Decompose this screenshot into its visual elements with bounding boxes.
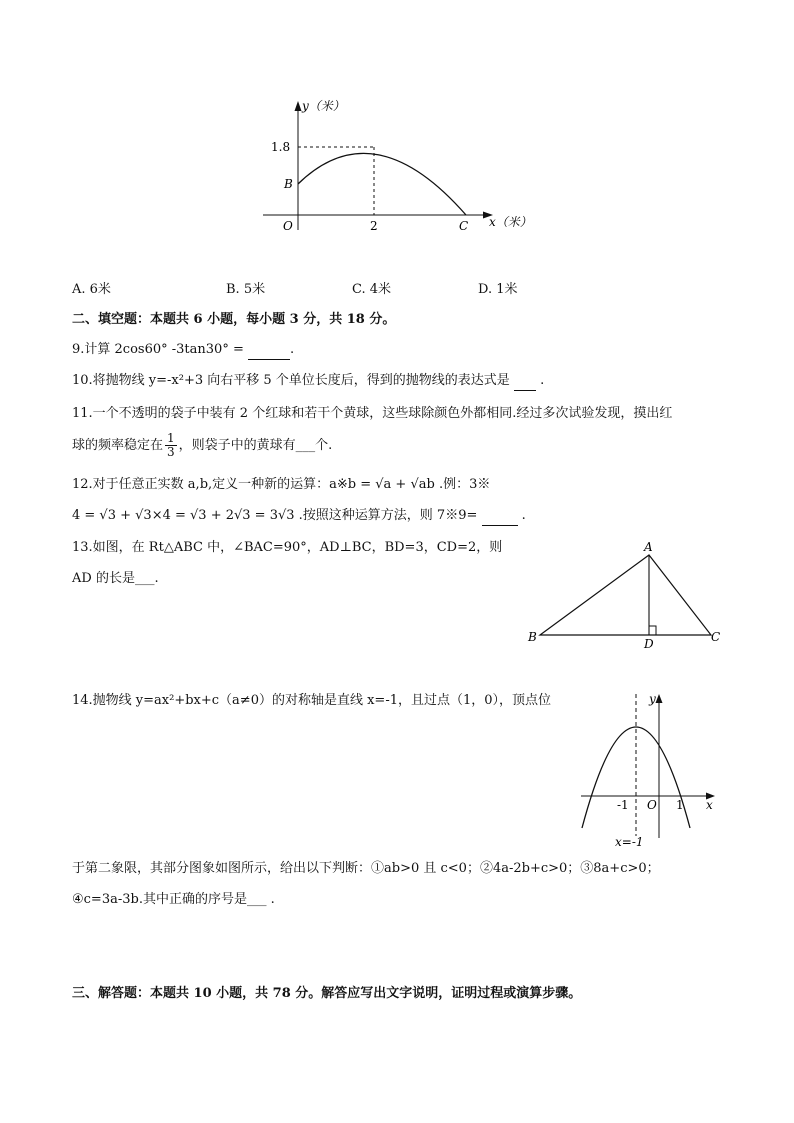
question-11-line-1: 11.一个不透明的袋子中装有 2 个红球和若干个黄球，这些球除颜色外都相同.经过多次试验发现，摸出红 xyxy=(72,406,673,421)
x-label: x xyxy=(706,798,713,812)
question-13-line-1: 13.如图，在 Rt△ABC 中，∠BAC=90°，AD⊥BC，BD=3，CD=2，则 xyxy=(72,540,503,555)
answer-blank-10[interactable] xyxy=(514,372,536,391)
question-14-line-1: 14.抛物线 y=ax²+bx+c（a≠0）的对称轴是直线 x=-1，且过点（1，0），顶点位 xyxy=(72,693,552,708)
parabola-curve xyxy=(298,153,466,215)
question-11-pre: 球的频率稳定在 xyxy=(72,438,164,453)
triangle-abc xyxy=(540,555,711,635)
fraction-one-third xyxy=(165,432,177,459)
option-a: A. 6米 xyxy=(72,282,111,297)
question-14-line-3: ④c=3a-3b.其中正确的序号是___ . xyxy=(72,892,275,907)
y-axis-arrow xyxy=(295,101,302,111)
question-9 xyxy=(72,341,294,360)
option-b: B. 5米 xyxy=(226,282,266,297)
answer-blank-9[interactable] xyxy=(248,341,290,360)
question-9-text: 9.计算 2cos60° -3tan30° = xyxy=(72,342,244,357)
symmetry-axis-label: x=-1 xyxy=(615,835,644,849)
x-axis-label: x（米） xyxy=(489,215,532,229)
question-9-end: . xyxy=(289,342,295,357)
tick-1: 1 xyxy=(676,798,684,812)
question-10-text: 10.将抛物线 y=-x²+3 向右平移 5 个单位长度后，得到的抛物线的表达式是 xyxy=(72,373,510,388)
option-c: C. 4米 xyxy=(352,282,392,297)
question-11-post: ，则袋子中的黄球有___个. xyxy=(178,438,333,453)
question-10-end: . xyxy=(540,373,545,388)
section-2-heading: 二、填空题：本题共 6 小题，每小题 3 分，共 18 分。 xyxy=(72,312,396,327)
vertex-c-label: C xyxy=(711,630,721,644)
fraction-numerator: 1 xyxy=(167,431,175,445)
foot-d-label: D xyxy=(644,637,654,651)
origin-label: O xyxy=(283,219,293,233)
tick-1-8: 1.8 xyxy=(271,140,291,154)
option-d: D. 1米 xyxy=(478,282,518,297)
y-axis-arrow xyxy=(656,694,663,703)
parabola-figure xyxy=(575,688,725,853)
question-12-line-1: 12.对于任意正实数 a,b,定义一种新的运算：a※b = √a + √ab .例：3※ xyxy=(72,477,491,492)
point-b-label: B xyxy=(284,177,293,191)
origin-label: O xyxy=(647,798,657,812)
question-12-line-2-text: 4 = √3 + √3×4 = √3 + 2√3 = 3√3 .按照这种运算方法，则 7※9= xyxy=(72,508,478,523)
vertex-a-label: A xyxy=(644,540,653,554)
tick-neg-1: -1 xyxy=(617,798,629,812)
question-12-end: . xyxy=(521,508,526,523)
section-3-heading: 三、解答题：本题共 10 小题，共 78 分。解答应写出文字说明，证明过程或演算步骤。 xyxy=(72,986,582,1001)
question-14-line-2: 于第二象限，其部分图象如图所示，给出以下判断：①ab>0 且 c<0；②4a-2b+c>0；③8a+c>0； xyxy=(72,861,660,876)
triangle-figure xyxy=(525,538,730,656)
right-angle-mark xyxy=(649,626,656,635)
answer-blank-12[interactable] xyxy=(482,507,518,526)
question-11-line-2 xyxy=(72,432,332,459)
y-axis-label: y（米） xyxy=(302,99,345,113)
question-12-line-2 xyxy=(72,507,526,526)
question-10 xyxy=(72,372,544,391)
question-13-line-2: AD 的长是___. xyxy=(72,571,159,586)
parabola-curve xyxy=(582,727,690,828)
fraction-denominator: 3 xyxy=(167,445,175,459)
trajectory-figure xyxy=(255,92,545,242)
tick-2: 2 xyxy=(370,219,378,233)
vertex-b-label: B xyxy=(528,630,537,644)
y-label: y xyxy=(649,692,656,706)
point-c-label: C xyxy=(459,219,469,233)
